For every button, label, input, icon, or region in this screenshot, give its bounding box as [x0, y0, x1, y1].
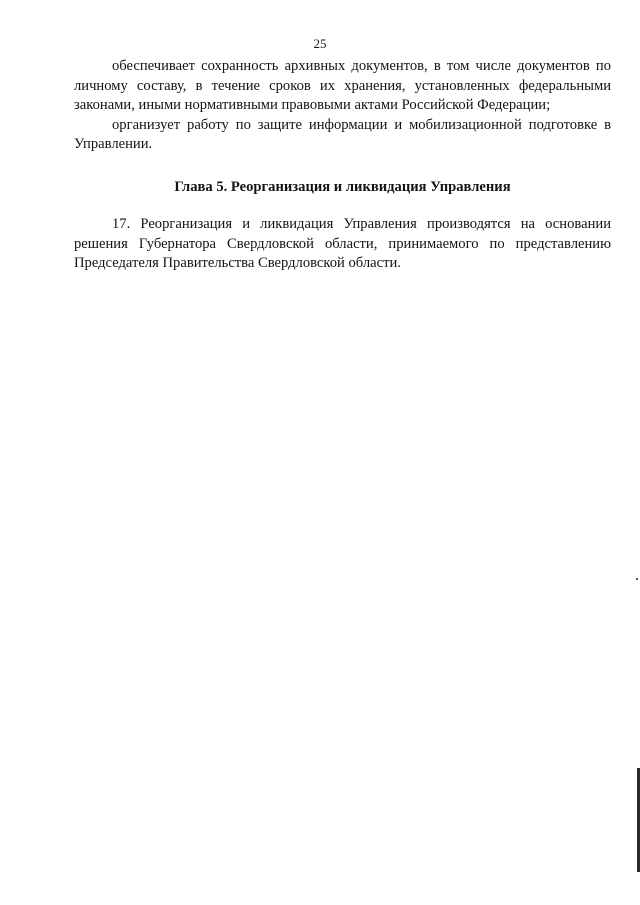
scan-artifact-dot — [636, 578, 638, 580]
page-number: 25 — [313, 36, 327, 51]
paragraph-archive-safety: обеспечивает сохранность архивных документов, в том числе документов по личному составу, в течение сроков их хранения, установленных федеральными законами, иными нормативными правовыми актами Российской Федерации; — [74, 58, 611, 114]
document-body — [74, 57, 611, 274]
chapter-heading: Глава 5. Реорганизация и ликвидация Управления — [174, 178, 511, 195]
paragraph-information-protection: организует работу по защите информации и мобилизационной подготовке в Управлении. — [74, 116, 611, 153]
paragraph-reorganization: 17. Реорганизация и ликвидация Управления производятся на основании решения Губернатора Свердловской области, принимаемого по представлению Председателя Правительства Свердловской области. — [74, 215, 611, 272]
